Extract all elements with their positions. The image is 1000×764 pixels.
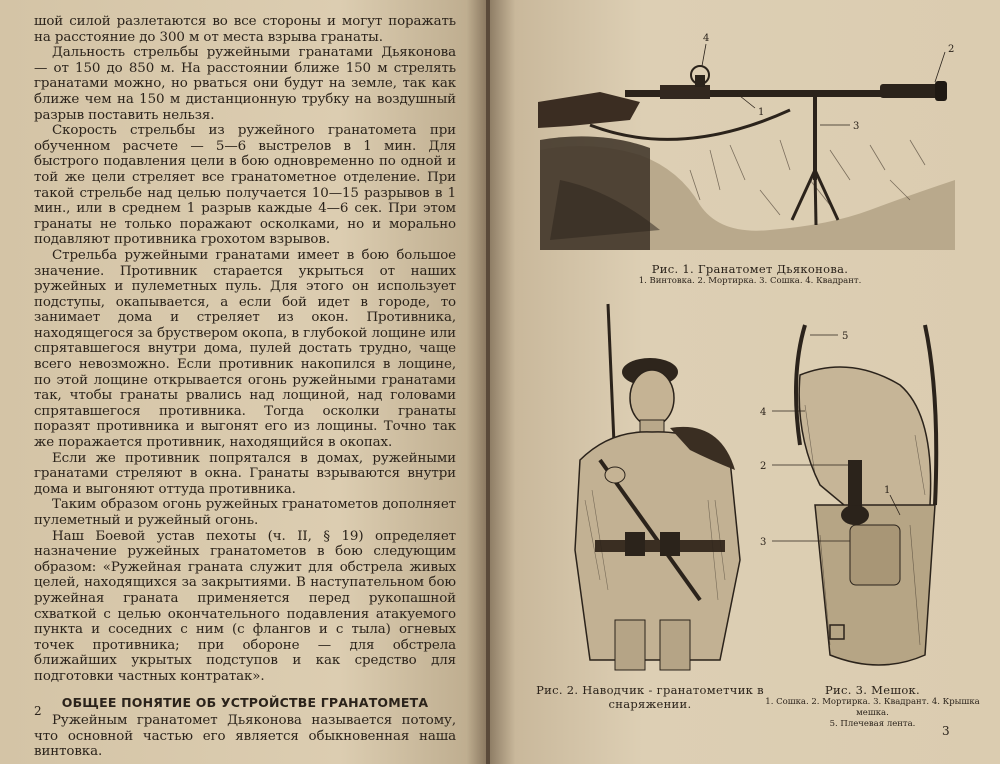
figure-2-grenadier	[540, 300, 760, 680]
fig3-label-1: 1	[884, 485, 891, 496]
figure-3-bag	[760, 315, 980, 680]
figure-3-legend-line2: 5. Плечевая лента.	[829, 719, 916, 729]
figure-1-title: Рис. 1. Гранатомет Дьяконова.	[651, 262, 849, 276]
left-page-text	[34, 14, 456, 760]
paragraph: шой силой разлетаются во все стороны и могут поражать на расстояние до 300 м от места взрыва гранаты.	[34, 14, 456, 45]
figure-1-caption	[550, 262, 950, 287]
fig1-label-2: 2	[948, 44, 955, 55]
fig3-label-4: 4	[760, 407, 767, 418]
fig1-label-3: 3	[853, 121, 860, 132]
paragraph: Наш Боевой устав пехоты (ч. II, § 19) определяет назначение ружейных гранатометов в бою следующим образом: «Ружейная граната служит для обстрела живых целей, находящихся за закрытиями. В наступательном бою ружейная граната применяется перед рукопашной схваткой с целью окончательного подавления атакуемого пункта и соседних с ним (с флангов и с тыла) огневых точек противника; при обороне — для обстрела ближайших укрытых подступов и как средство для подготовки частных контратак».	[34, 528, 456, 684]
page-number-left: 2	[34, 704, 42, 718]
figure-3-legend-line1: 1. Сошка. 2. Мортирка. 3. Квадрант. 4. Крышка мешка.	[765, 697, 980, 718]
right-page	[490, 0, 1000, 764]
section-heading: ОБЩЕЕ ПОНЯТИЕ ОБ УСТРОЙСТВЕ ГРАНАТОМЕТА	[61, 694, 429, 710]
paragraph: Ружейным гранатомет Дьяконова называется потому, что основной частью его является обыкновенная наша винтовка.	[34, 713, 456, 760]
figure-2-title-line2: снаряжении.	[608, 697, 692, 711]
left-page	[0, 0, 486, 764]
fig1-label-1: 1	[758, 107, 765, 118]
figure-1-legend: 1. Винтовка. 2. Мортирка. 3. Сошка. 4. Квадрант.	[638, 276, 862, 286]
figure-3-title: Рис. 3. Мешок.	[824, 683, 921, 697]
fig1-label-4: 4	[703, 33, 710, 44]
fig3-label-2: 2	[760, 461, 767, 472]
paragraph: Таким образом огонь ружейных гранатометов дополняет пулеметный и ружейный огонь.	[34, 497, 456, 528]
paragraph: Дальность стрельбы ружейными гранатами Дьяконова — от 150 до 850 м. На расстоянии ближе 150 м стрелять гранатами можно, но рваться они будут на земле, так как ближе чем на 150 м дистанционную трубку на воздушный разрыв поставить нельзя.	[34, 45, 456, 123]
figure-3-caption	[760, 683, 985, 730]
page-number-right: 3	[942, 724, 950, 738]
figure-1-grenade-launcher	[530, 30, 960, 250]
paragraph: Скорость стрельбы из ружейного гранатомета при обученном расчете — 5—6 выстрелов в 1 мин. Для быстрого подавления цели в бою одновременно по одной и той же цели стреляет все гранатометное отделение. При такой стрельбе над целью получается 10—15 разрывов в 1 мин., или в среднем 1 разрыв каждые 4—6 сек. При этом гранаты не только поражают осколками, но и морально подавляют противника грохотом взрывов.	[34, 123, 456, 248]
figure-2-title-line1: Рис. 2. Наводчик - гранатометчик в	[536, 683, 764, 697]
paragraph: Стрельба ружейными гранатами имеет в бою большое значение. Противник старается укрыться от наших ружейных и пулеметных пуль. Для этого он использует подступы, окапывается, а если бой идет в городе, то занимает дома и стреляет из окон. Противника, находящегося за бруствером окопа, в глубокой лощине или спрятавшегося внутри дома, пулей достать трудно, чаще всего невозможно. Если противник накопился в лощине, по этой лощине открывается огонь ружейными гранатами так, чтобы гранаты рвались над лощиной, над головами спрятавшегося противника. Тогда осколки гранаты поразят противника и выгонят его из лощины. Точно так же поражается противник, находящийся в окопах.	[34, 247, 456, 451]
paragraph: Если же противник попрятался в домах, ружейными гранатами стреляют в окна. Гранаты взрываются внутри дома и выгоняют оттуда противника.	[34, 450, 456, 497]
fig3-label-5: 5	[842, 331, 849, 342]
figure-2-caption	[530, 683, 770, 711]
fig3-label-3: 3	[760, 537, 767, 548]
